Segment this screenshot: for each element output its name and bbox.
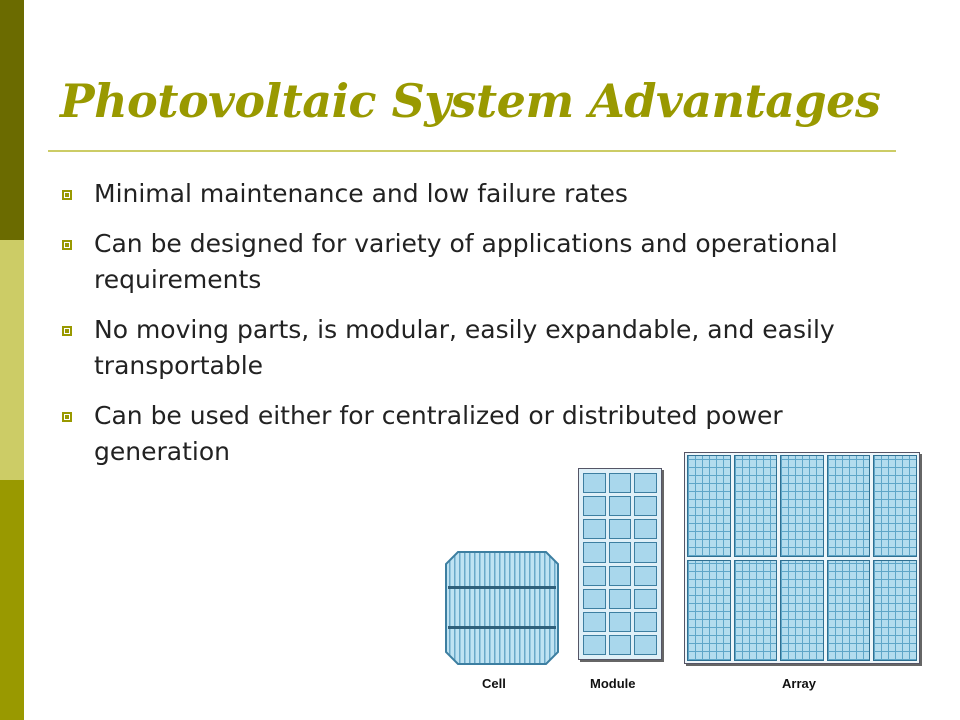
square-bullet-icon [62, 240, 72, 250]
module-cell [609, 635, 632, 655]
bullet-text: Can be designed for variety of applications and operational requirements [94, 229, 838, 294]
module-cell [609, 589, 632, 609]
side-bar-top [0, 0, 24, 240]
bullet-item [60, 226, 880, 298]
bullet-list [60, 176, 880, 484]
square-bullet-icon [62, 326, 72, 336]
module-cell [634, 566, 657, 586]
array-module [873, 455, 917, 557]
module-cell [609, 473, 632, 493]
module-cell [609, 519, 632, 539]
title-underline [48, 150, 896, 152]
module-cell [583, 519, 606, 539]
bullet-text: Minimal maintenance and low failure rates [94, 179, 628, 208]
array-module [687, 560, 731, 662]
bullet-item [60, 312, 880, 384]
array-module [873, 560, 917, 662]
pv-cell-module-array-figure [440, 448, 940, 698]
solar-cell-icon [444, 550, 560, 666]
slide-title: Photovoltaic System Advantages [60, 74, 881, 128]
module-cell [583, 496, 606, 516]
module-cell [634, 612, 657, 632]
module-cell [634, 635, 657, 655]
array-caption: Array [782, 676, 816, 691]
side-bar-bottom [0, 480, 24, 720]
module-cell [634, 519, 657, 539]
module-cell [609, 496, 632, 516]
module-caption: Module [590, 676, 636, 691]
solar-module-icon [578, 468, 662, 660]
module-cell [634, 589, 657, 609]
bullet-text: Can be used either for centralized or distributed power generation [94, 401, 783, 466]
module-cell [583, 542, 606, 562]
module-cell [609, 612, 632, 632]
module-cell [609, 542, 632, 562]
module-cell [583, 635, 606, 655]
square-bullet-icon [62, 190, 72, 200]
solar-array-icon [684, 452, 920, 664]
array-module [687, 455, 731, 557]
module-cell [609, 566, 632, 586]
module-cell [583, 612, 606, 632]
module-cell [583, 473, 606, 493]
array-module [734, 455, 778, 557]
array-module [734, 560, 778, 662]
module-cell [634, 496, 657, 516]
module-cell [634, 473, 657, 493]
array-module [780, 455, 824, 557]
array-module [827, 560, 871, 662]
side-bar-middle [0, 240, 24, 480]
module-cell [583, 566, 606, 586]
module-cell [634, 542, 657, 562]
module-cell [583, 589, 606, 609]
array-module [827, 455, 871, 557]
square-bullet-icon [62, 412, 72, 422]
cell-caption: Cell [482, 676, 506, 691]
bullet-item [60, 176, 880, 212]
bullet-text: No moving parts, is modular, easily expandable, and easily transportable [94, 315, 835, 380]
array-module [780, 560, 824, 662]
